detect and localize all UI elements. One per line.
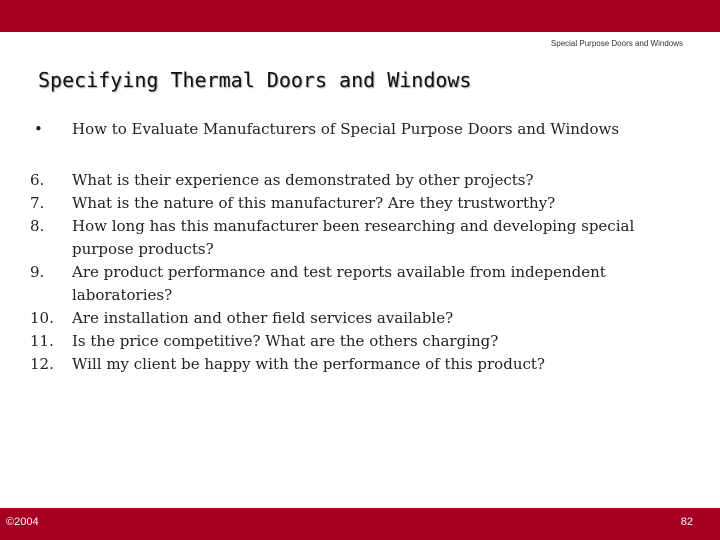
bullet-marker: •: [34, 120, 43, 138]
list-text: What is their experience as demonstrated by other projects?: [72, 171, 534, 189]
list-number: 8.: [30, 217, 45, 235]
list-number: 11.: [30, 332, 54, 350]
bullet-text: How to Evaluate Manufacturers of Special Purpose Doors and Windows: [72, 120, 620, 138]
list-number: 10.: [30, 309, 54, 327]
list-number: 9.: [30, 263, 45, 281]
list-item: [30, 169, 670, 192]
slide-title: Specifying Thermal Doors and Windows: [38, 68, 472, 92]
list-text: Are product performance and test reports available from independent laboratories?: [72, 263, 606, 304]
list-item: [30, 330, 670, 353]
list-item: [30, 215, 670, 261]
list-number: 6.: [30, 171, 45, 189]
list-text: Will my client be happy with the performance of this product?: [72, 355, 545, 373]
top-banner: [0, 0, 720, 32]
bottom-banner: [0, 508, 720, 540]
running-header: Special Purpose Doors and Windows: [550, 39, 683, 48]
bullet-item: [30, 118, 670, 141]
list-text: Are installation and other field services available?: [72, 309, 454, 327]
list-item: [30, 192, 670, 215]
list-item: [30, 353, 670, 376]
list-text: How long has this manufacturer been researching and developing special purpose products?: [72, 217, 635, 258]
slide-body: [30, 118, 670, 376]
list-number: 12.: [30, 355, 54, 373]
list-text: Is the price competitive? What are the others charging?: [72, 332, 499, 350]
copyright-text: ©2004: [6, 516, 39, 528]
list-item: [30, 261, 670, 307]
list-number: 7.: [30, 194, 45, 212]
list-text: What is the nature of this manufacturer? Are they trustworthy?: [72, 194, 556, 212]
page-number: 82: [680, 516, 693, 528]
list-item: [30, 307, 670, 330]
